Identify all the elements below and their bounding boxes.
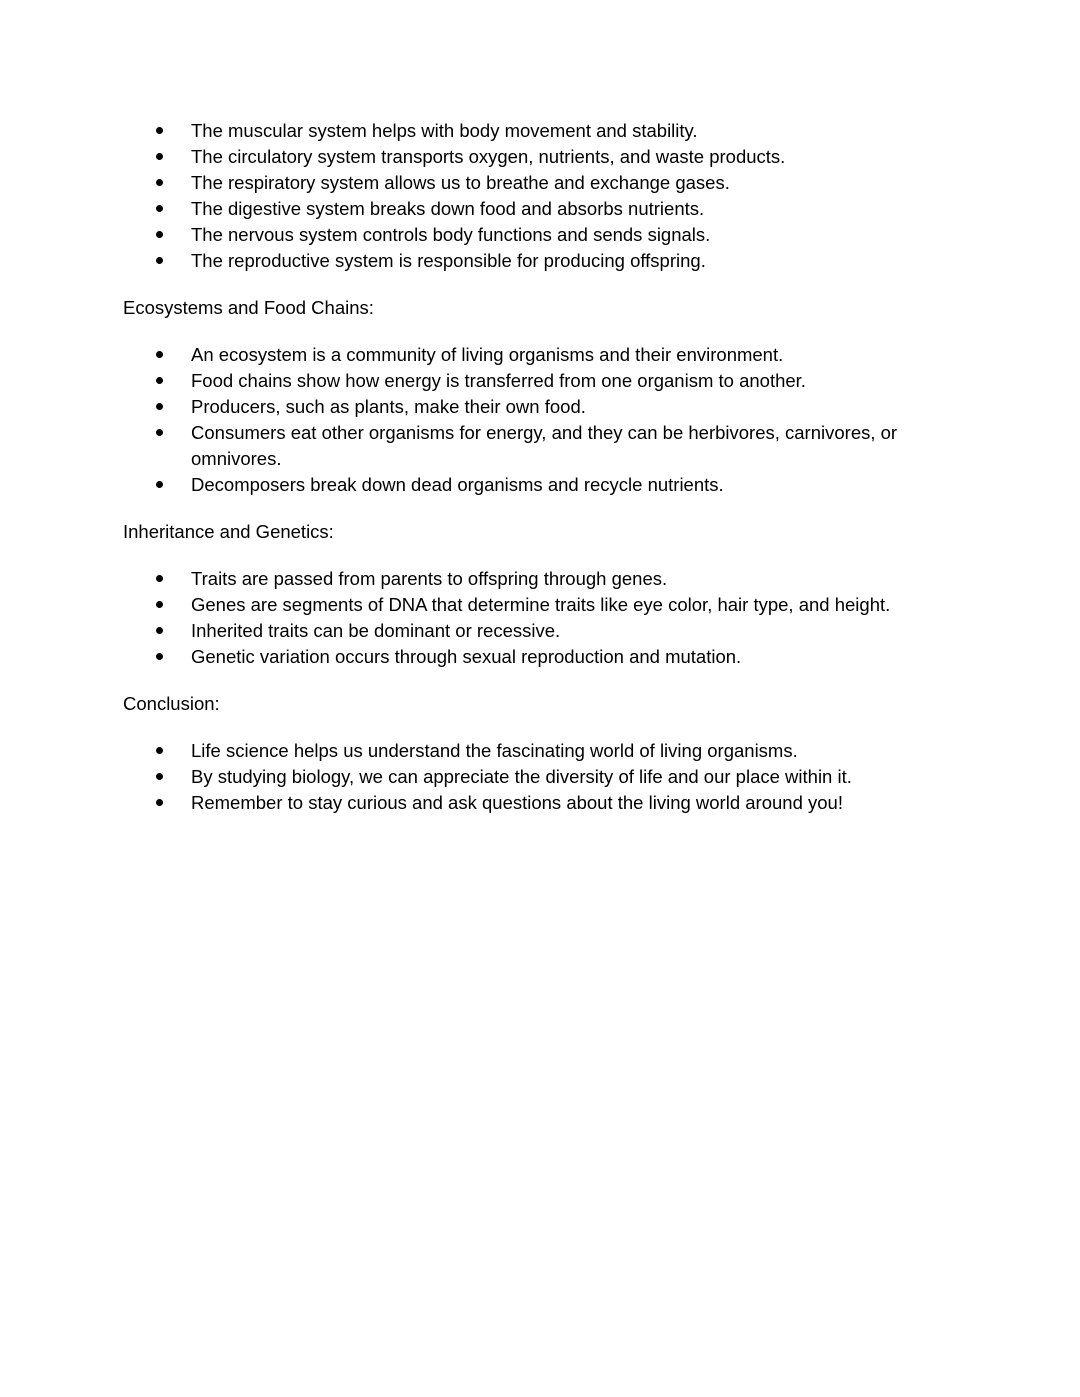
list-item bbox=[123, 472, 957, 498]
list-item-text: Consumers eat other organisms for energy, and they can be herbivores, carnivores, or omnivores. bbox=[191, 422, 898, 469]
bullet-point-icon bbox=[156, 377, 163, 384]
list-item-text: The reproductive system is responsible for producing offspring. bbox=[191, 250, 706, 271]
bullet-list-genetics bbox=[123, 566, 957, 670]
list-item bbox=[123, 790, 957, 816]
list-item-text: The nervous system controls body functions and sends signals. bbox=[191, 224, 711, 245]
list-item bbox=[123, 394, 957, 420]
list-item bbox=[123, 118, 957, 144]
list-item-text: The circulatory system transports oxygen, nutrients, and waste products. bbox=[191, 146, 786, 167]
section-spacer bbox=[123, 545, 957, 566]
list-item-text: The digestive system breaks down food and absorbs nutrients. bbox=[191, 198, 705, 219]
section-spacer bbox=[123, 717, 957, 738]
list-item-text: Traits are passed from parents to offspring through genes. bbox=[191, 568, 668, 589]
list-item bbox=[123, 248, 957, 274]
list-item-text: Decomposers break down dead organisms and recycle nutrients. bbox=[191, 474, 724, 495]
list-item-text: Genes are segments of DNA that determine traits like eye color, hair type, and height. bbox=[191, 594, 891, 615]
section-heading-conclusion: Conclusion: bbox=[123, 693, 220, 714]
bullet-point-icon bbox=[156, 403, 163, 410]
bullet-point-icon bbox=[156, 205, 163, 212]
list-item-text: Genetic variation occurs through sexual reproduction and mutation. bbox=[191, 646, 742, 667]
section-spacer bbox=[123, 274, 957, 295]
bullet-point-icon bbox=[156, 773, 163, 780]
list-item bbox=[123, 368, 957, 394]
bullet-point-icon bbox=[156, 747, 163, 754]
list-item-text: Food chains show how energy is transferred from one organism to another. bbox=[191, 370, 806, 391]
list-item-text: The muscular system helps with body movement and stability. bbox=[191, 120, 698, 141]
list-item bbox=[123, 566, 957, 592]
bullet-point-icon bbox=[156, 231, 163, 238]
bullet-point-icon bbox=[156, 799, 163, 806]
list-item-text: Remember to stay curious and ask questions about the living world around you! bbox=[191, 792, 843, 813]
list-item bbox=[123, 738, 957, 764]
list-item-text: An ecosystem is a community of living organisms and their environment. bbox=[191, 344, 784, 365]
bullet-point-icon bbox=[156, 153, 163, 160]
section-heading-genetics: Inheritance and Genetics: bbox=[123, 521, 334, 542]
list-item bbox=[123, 420, 957, 472]
bullet-point-icon bbox=[156, 601, 163, 608]
bullet-point-icon bbox=[156, 351, 163, 358]
list-item bbox=[123, 644, 957, 670]
bullet-point-icon bbox=[156, 257, 163, 264]
bullet-point-icon bbox=[156, 127, 163, 134]
bullet-list-conclusion bbox=[123, 738, 957, 816]
list-item bbox=[123, 144, 957, 170]
bullet-point-icon bbox=[156, 481, 163, 488]
bullet-point-icon bbox=[156, 179, 163, 186]
list-item bbox=[123, 342, 957, 368]
list-item-text: By studying biology, we can appreciate the diversity of life and our place within it. bbox=[191, 766, 852, 787]
list-item-text: Inherited traits can be dominant or recessive. bbox=[191, 620, 561, 641]
bullet-list-ecosystems bbox=[123, 342, 957, 498]
section-spacer bbox=[123, 498, 957, 519]
bullet-point-icon bbox=[156, 627, 163, 634]
section-spacer bbox=[123, 670, 957, 691]
bullet-point-icon bbox=[156, 429, 163, 436]
bullet-list-body-systems bbox=[123, 118, 957, 274]
list-item bbox=[123, 222, 957, 248]
list-item bbox=[123, 170, 957, 196]
section-heading-ecosystems: Ecosystems and Food Chains: bbox=[123, 297, 374, 318]
list-item bbox=[123, 592, 957, 618]
section-spacer bbox=[123, 321, 957, 342]
list-item bbox=[123, 196, 957, 222]
bullet-point-icon bbox=[156, 653, 163, 660]
list-item-text: Life science helps us understand the fascinating world of living organisms. bbox=[191, 740, 798, 761]
bullet-point-icon bbox=[156, 575, 163, 582]
list-item-text: The respiratory system allows us to breathe and exchange gases. bbox=[191, 172, 730, 193]
list-item-text: Producers, such as plants, make their own food. bbox=[191, 396, 586, 417]
list-item bbox=[123, 764, 957, 790]
list-item bbox=[123, 618, 957, 644]
